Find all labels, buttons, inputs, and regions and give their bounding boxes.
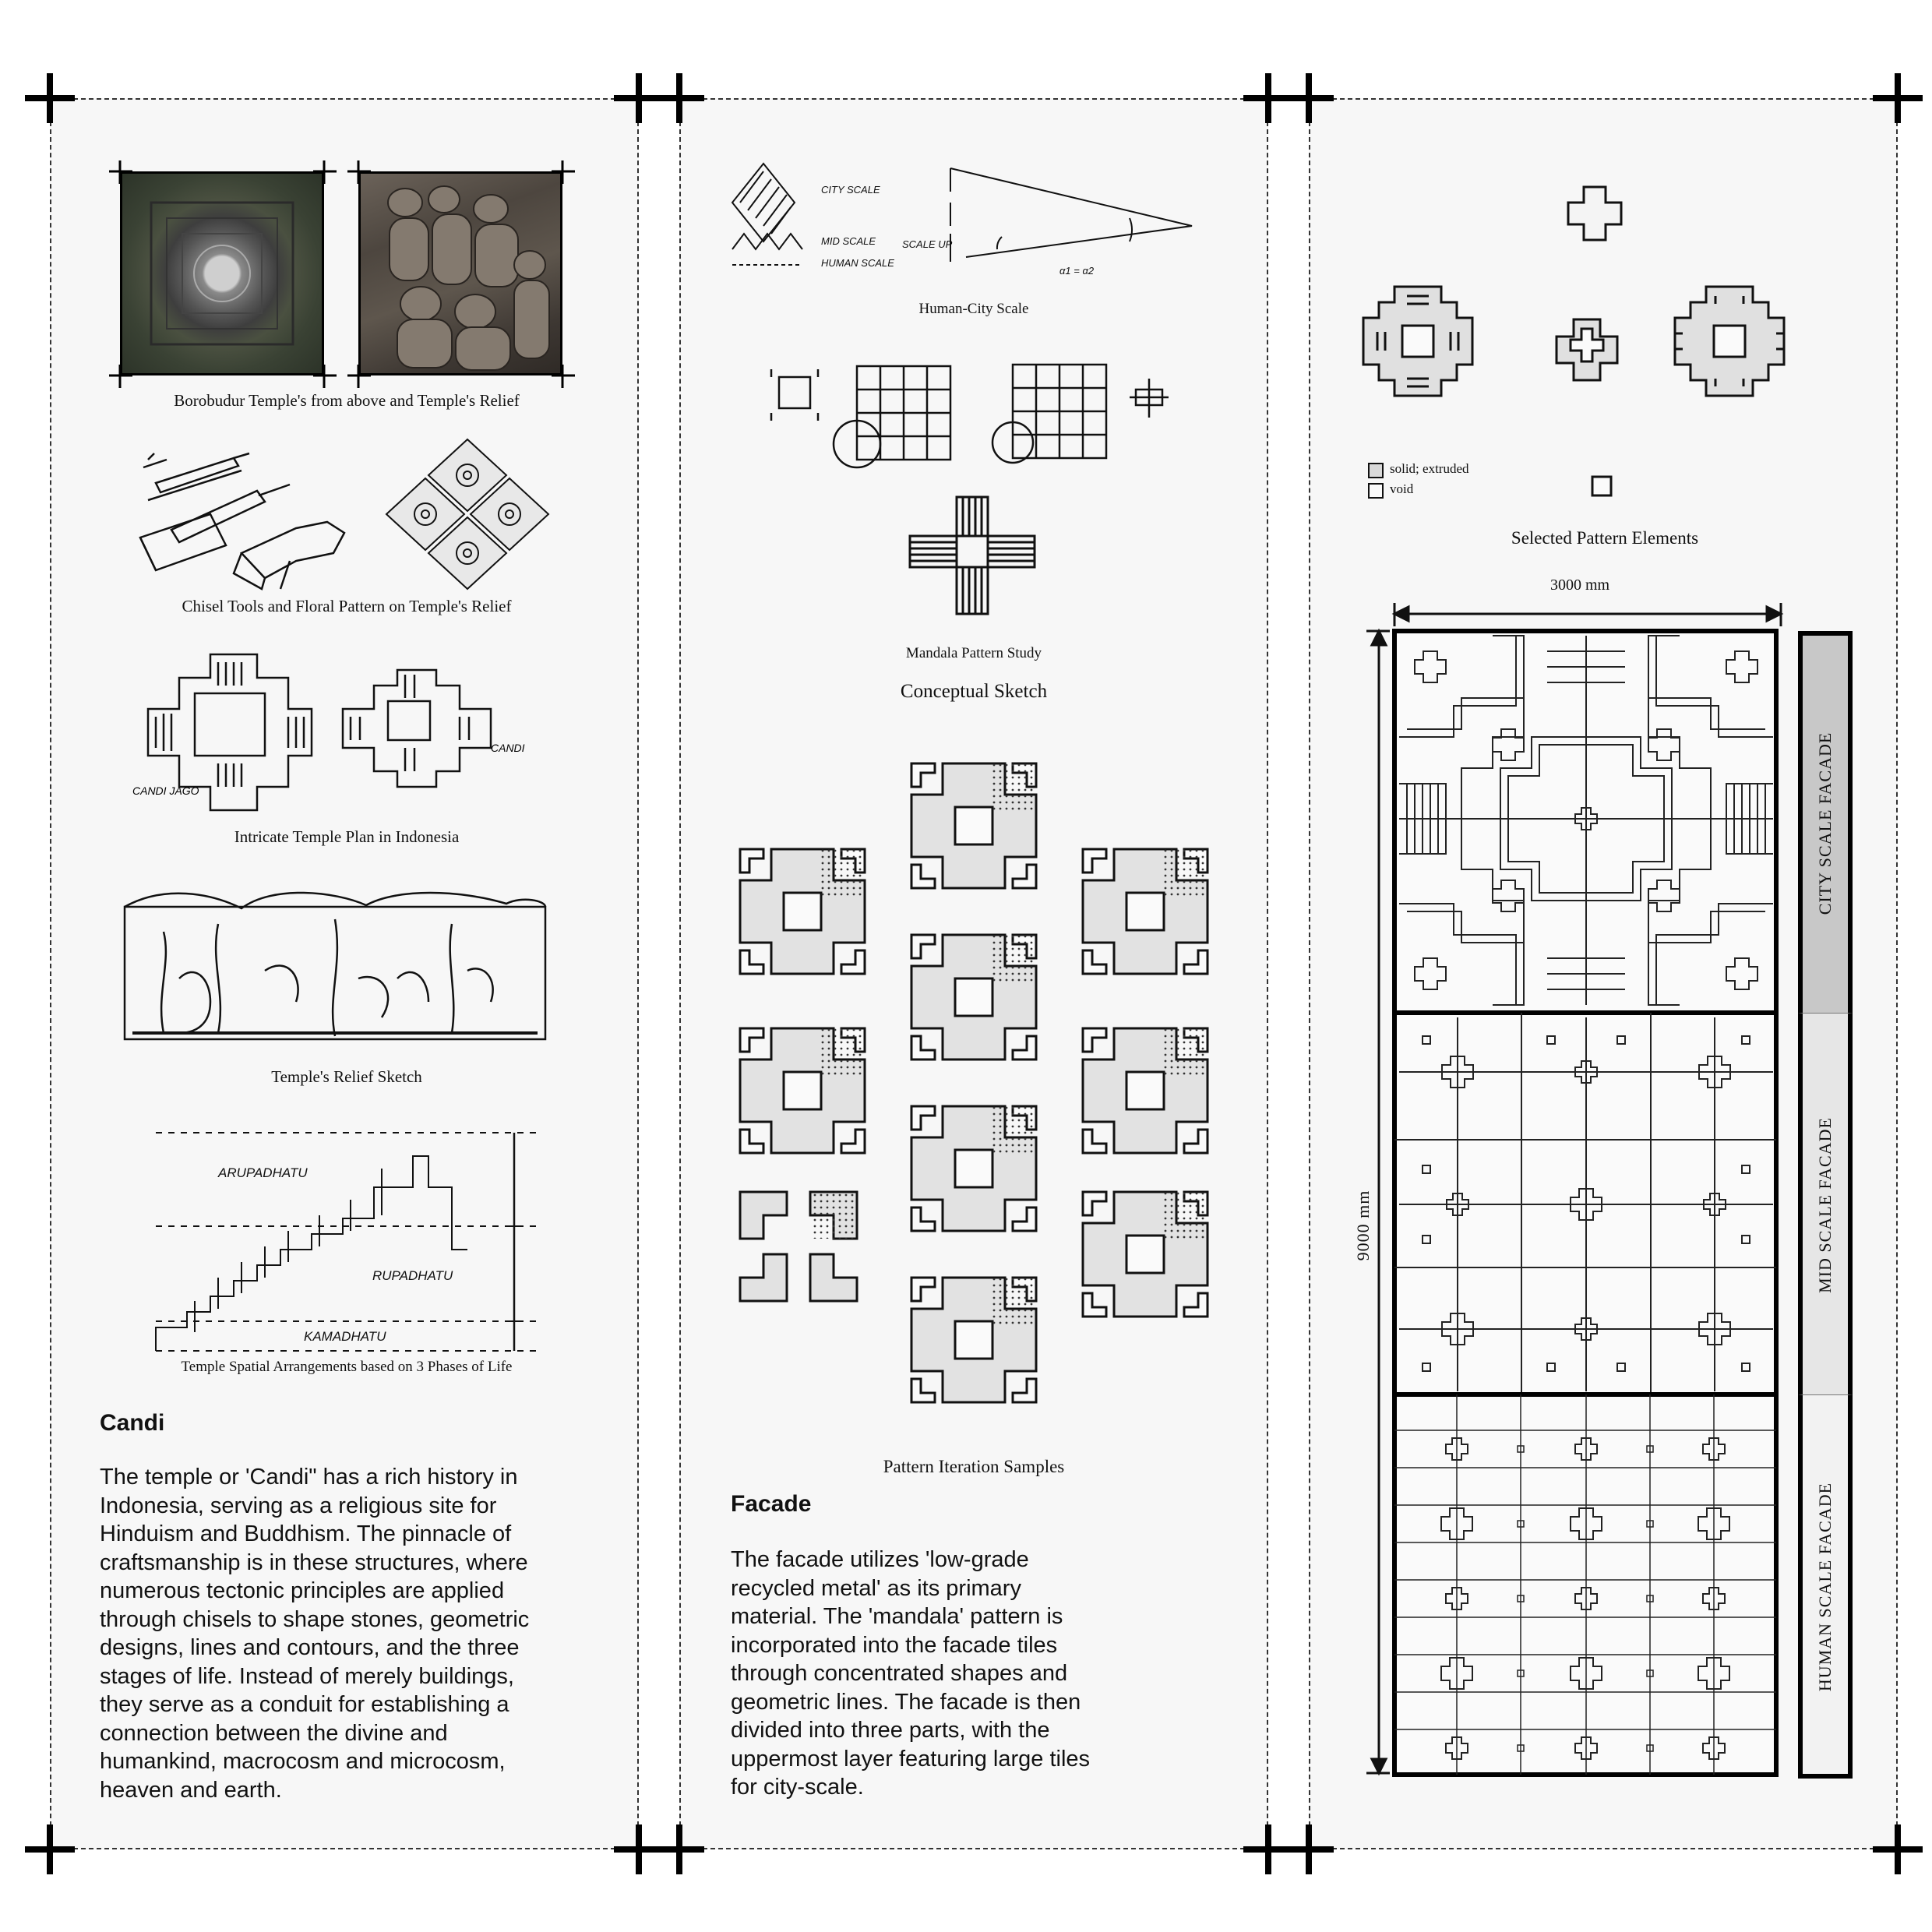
- legend-solid-label: solid; extruded: [1390, 461, 1469, 476]
- pattern-iteration-samples: [732, 763, 1215, 1402]
- crop-mark-icon: [1284, 1824, 1334, 1874]
- band-label-mid: MID SCALE FACADE: [1815, 1117, 1835, 1293]
- dim-width-label: 3000 mm: [1550, 576, 1610, 594]
- legend-void-label: void: [1390, 481, 1414, 496]
- label-rupadhatu: RUPADHATU: [372, 1268, 453, 1283]
- heading-candi: Candi: [100, 1410, 165, 1436]
- crop-mark-icon: [654, 1824, 704, 1874]
- sketch-label-human: HUMAN SCALE: [821, 257, 894, 269]
- caption-conceptual: Conceptual Sketch: [900, 681, 1048, 702]
- temple-relief-sketch: [101, 885, 569, 1056]
- caption-iteration: Pattern Iteration Samples: [883, 1457, 1065, 1476]
- legend-solid-swatch: [1368, 463, 1384, 478]
- label-arupadhatu: ARUPADHATU: [218, 1165, 308, 1180]
- caption-selected-elements: Selected Pattern Elements: [1511, 528, 1699, 548]
- label-candi-jago: CANDI JAGO: [132, 784, 199, 797]
- crop-mark-icon: [1873, 73, 1923, 123]
- caption-temple-plan: Intricate Temple Plan in Indonesia: [234, 827, 460, 846]
- sketch-label-eq: α1 = α2: [1059, 265, 1095, 277]
- caption-borobudur: Borobudur Temple's from above and Temple's Relief: [174, 391, 520, 410]
- human-city-scale-sketch: [732, 156, 1215, 280]
- crop-mark-icon: [1284, 73, 1334, 123]
- temple-plan-sketch: [132, 647, 553, 802]
- caption-mandala: Mandala Pattern Study: [905, 645, 1042, 661]
- text-facade: The facade utilizes 'low-grade recycled metal' as its primary material. The 'mandala' pattern is incorporated into the facade tiles through concentrated shapes and geometric lines. The facade is then divided into three parts, with the uppermost layer featuring large tiles for city-scale.: [731, 1547, 1091, 1800]
- caption-spatial: Temple Spatial Arrangements based on 3 Phases of Life: [181, 1359, 513, 1375]
- sketch-label-mid: MID SCALE: [821, 235, 876, 247]
- mandala-pattern-sketch: [902, 489, 1042, 622]
- sketch-label-scale-up: SCALE UP: [902, 238, 953, 250]
- text-candi: The temple or 'Candi" has a rich history in Indonesia, serving as a religious site for Hinduism and Buddhism. The pinnacle of craftsmanship is in these structures, where numerous tectonic principles are applied through chisels to shape stones, geometric designs, lines and contours, and the three stages of life. Instead of merely buildings, they serve as a conduit for establishing a connection between the divine and humankind, macrocosm and microcosm, heaven and earth.: [100, 1465, 530, 1803]
- label-candi-singasari: CANDI: [491, 742, 525, 754]
- heading-facade: Facade: [731, 1491, 812, 1517]
- crop-mark-icon: [1873, 1824, 1923, 1874]
- caption-human-city: Human-City Scale: [918, 301, 1029, 317]
- band-label-human: HUMAN SCALE FACADE: [1815, 1482, 1835, 1692]
- legend-void-swatch: [1368, 483, 1384, 499]
- caption-relief-sketch: Temple's Relief Sketch: [271, 1067, 422, 1086]
- dim-height-label: 9000 mm: [1353, 1190, 1373, 1261]
- facade-elevation: [1391, 628, 1781, 1778]
- band-label-city: CITY SCALE FACADE: [1815, 732, 1835, 915]
- photo-corner-marks: [0, 0, 623, 405]
- selected-pattern-elements: [1356, 179, 1854, 506]
- floral-pattern-diamond: [382, 436, 553, 592]
- sketch-label-city: CITY SCALE: [821, 184, 880, 196]
- crop-mark-icon: [25, 1824, 75, 1874]
- crop-mark-icon: [654, 73, 704, 123]
- caption-chisel: Chisel Tools and Floral Pattern on Temple's Relief: [182, 597, 512, 615]
- facade-grid-sketches: [763, 358, 1184, 483]
- label-kamadhatu: KAMADHATU: [304, 1329, 386, 1344]
- chisel-tools-sketch: [125, 436, 382, 592]
